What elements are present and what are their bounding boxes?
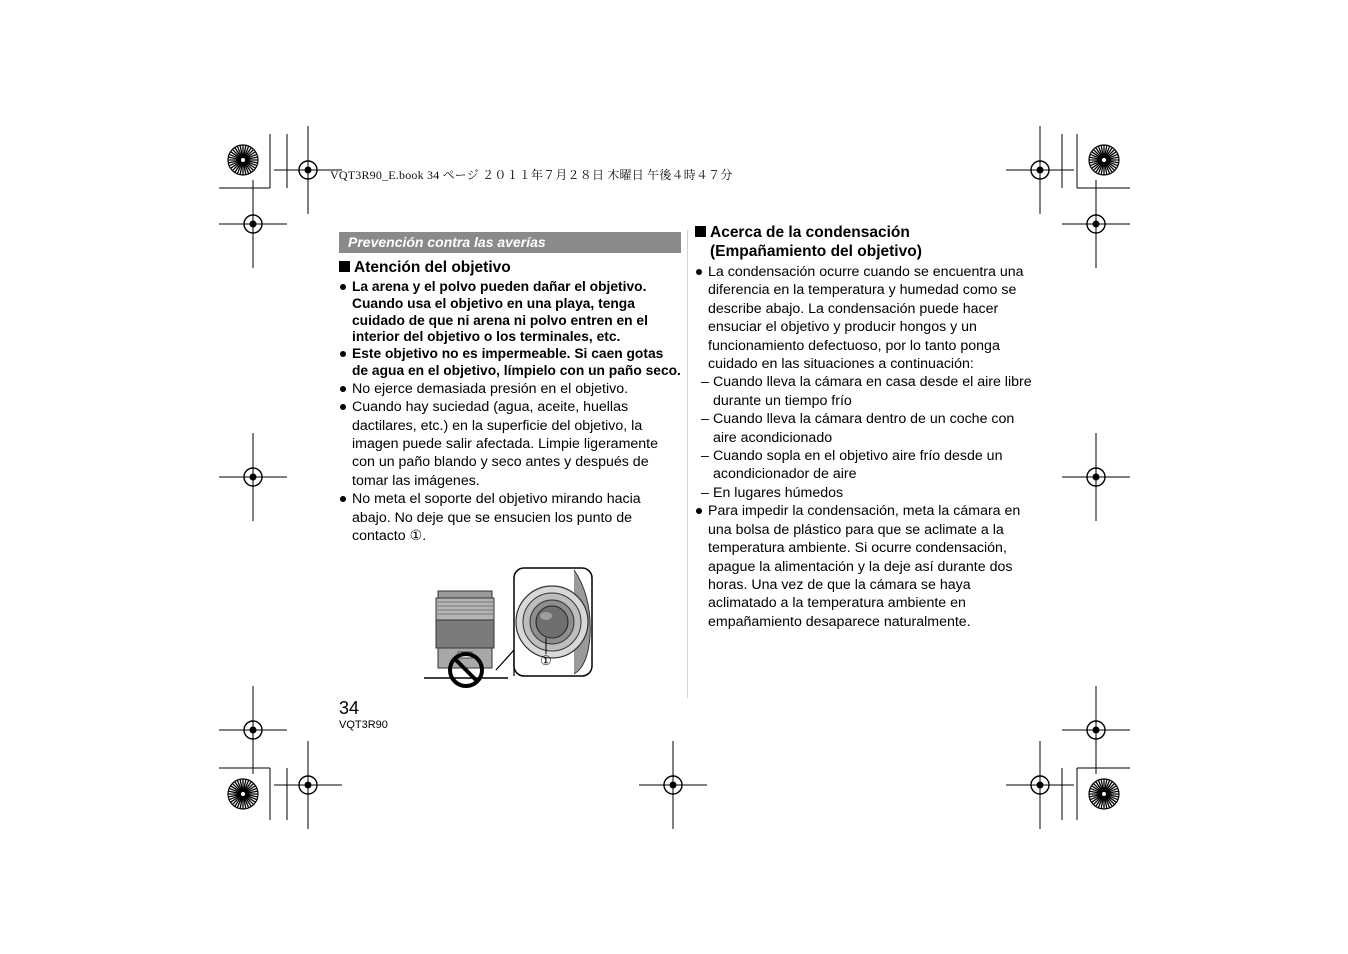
heading-lens-care <box>339 258 681 277</box>
contact-callout-number: ① <box>540 653 552 668</box>
section-title: Prevención contra las averías <box>339 232 681 253</box>
situation-item: – Cuando sopla en el objetivo aire frío desde un acondicionador de aire <box>695 447 1040 484</box>
print-header: VQT3R90_E.book 34 ページ ２０１１年７月２８日 木曜日 午後４時４７分 <box>330 168 733 182</box>
square-bullet-icon <box>695 226 706 237</box>
lens-illustration <box>424 566 596 690</box>
lens-care-list <box>339 279 681 545</box>
list-item: No ejerce demasiada presión en el objetivo. <box>339 380 681 398</box>
situation-item: – Cuando lleva la cámara dentro de un coche con aire acondicionado <box>695 410 1040 447</box>
list-item: Este objetivo no es impermeable. Si caen gotas de agua en el objetivo, límpielo con un paño seco. <box>339 346 681 380</box>
situation-item: – En lugares húmedos <box>695 484 1040 502</box>
list-item: La arena y el polvo pueden dañar el objetivo. Cuando usa el objetivo en una playa, tenga cuidado de que ni arena ni polvo entren en el interior del objetivo o los terminales, etc. <box>339 279 681 346</box>
document-code: VQT3R90 <box>339 719 388 731</box>
right-column <box>695 223 1040 631</box>
heading-lens-care-text: Atención del objetivo <box>354 259 511 276</box>
page-number: 34 <box>339 698 360 718</box>
list-item: La condensación ocurre cuando se encuentra una diferencia en la temperatura y humedad como se describe abajo. La condensación puede hacer ensuciar el objetivo y producir hongos y un funcionamiento defectuoso, por lo tanto ponga cuidado en las situaciones a continuación: <box>695 263 1040 373</box>
column-divider <box>687 230 688 698</box>
left-column <box>339 232 681 545</box>
prevention-list <box>695 502 1040 631</box>
condensation-list <box>695 263 1040 373</box>
heading-condensation-line2: (Empañamiento del objetivo) <box>710 243 922 260</box>
list-item: No meta el soporte del objetivo mirando hacia abajo. No deje que se ensucien los punto de contacto ①. <box>339 490 681 545</box>
heading-condensation <box>695 223 1040 261</box>
list-item: Para impedir la condensación, meta la cámara en una bolsa de plástico para que se aclimate a la temperatura ambiente. Si ocurre condensación, apague la alimentación y la deje así durante dos horas. Una vez de que la cámara se haya aclimatado a la temperatura ambiente en empañamiento desaparece naturalmente. <box>695 502 1040 631</box>
heading-condensation-line1: Acerca de la condensación <box>710 224 910 241</box>
list-item: Cuando hay suciedad (agua, aceite, huellas dactilares, etc.) en la superficie del objetivo, la imagen puede salir afectada. Limpie ligeramente con un paño blando y seco antes y después de tomar las imágenes. <box>339 398 681 490</box>
situation-item: – Cuando lleva la cámara en casa desde el aire libre durante un tiempo frío <box>695 373 1040 410</box>
square-bullet-icon <box>339 261 350 272</box>
